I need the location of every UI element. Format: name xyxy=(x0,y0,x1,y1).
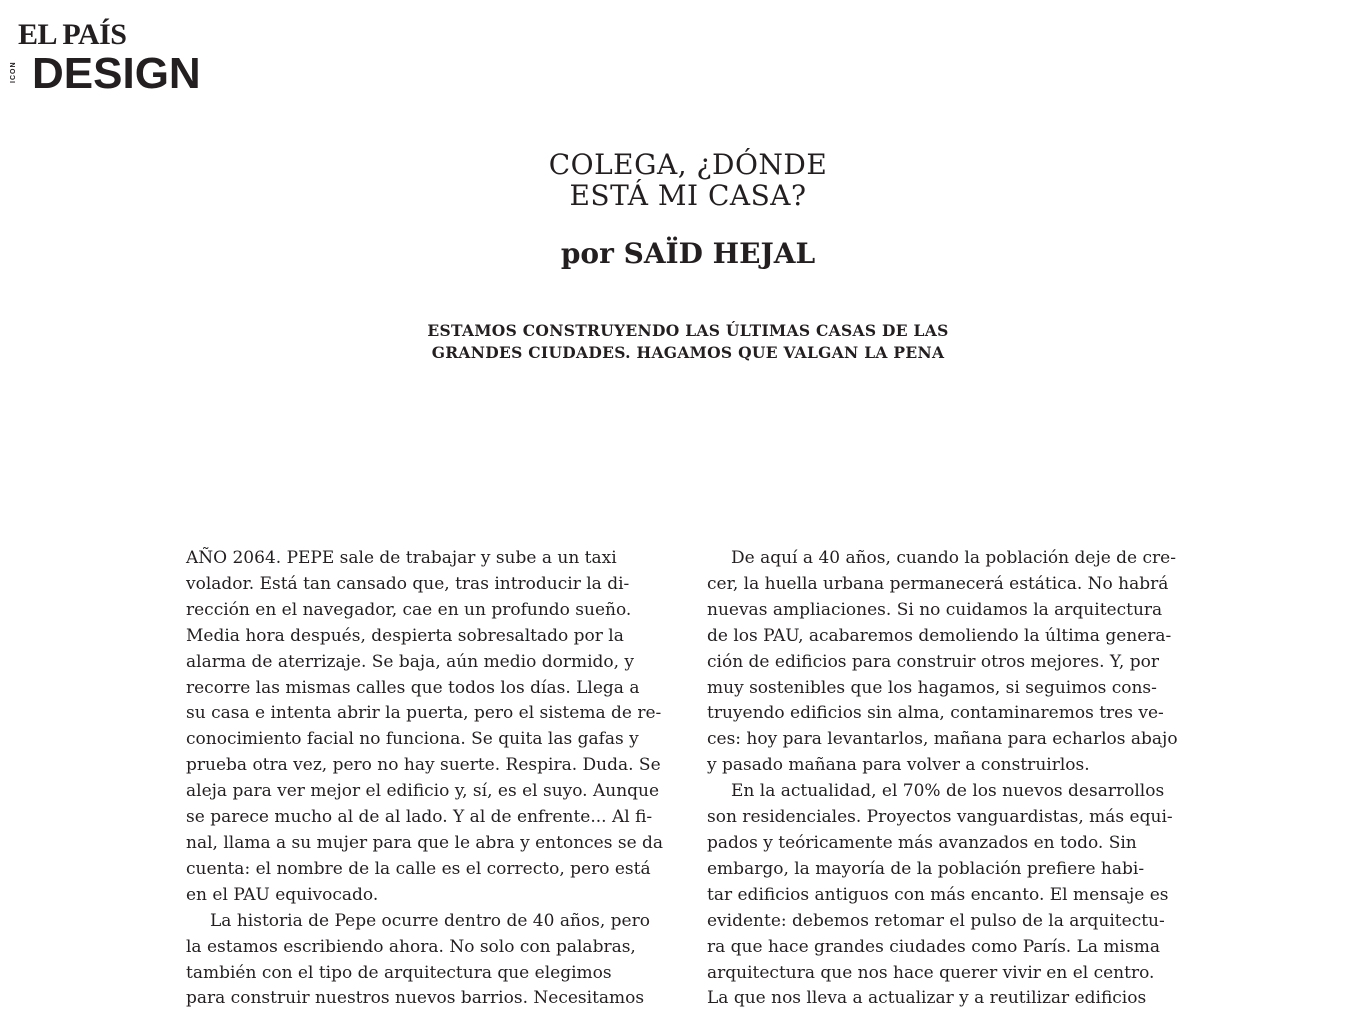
title-line: ESTÁ MI CASA? xyxy=(569,179,807,212)
title-line: COLEGA, ¿DÓNDE xyxy=(548,148,828,181)
body-line: ra que hace grandes ciudades como París. La misma xyxy=(707,936,1160,957)
subtitle-line: GRANDES CIUDADES. HAGAMOS QUE VALGAN LA PENA xyxy=(431,343,945,362)
publication-logo[interactable] xyxy=(10,18,218,98)
body-line: De aquí a 40 años, cuando la población deje de cre- xyxy=(731,548,1176,568)
body-line: y pasado mañana para volver a construirlos. xyxy=(707,755,1090,776)
body-line: aleja para ver mejor el edificio y, sí, es el suyo. Aunque xyxy=(186,781,660,802)
article-byline: por SAÏD HEJAL xyxy=(560,237,816,270)
body-line: recorre las mismas calles que todos los días. Llega a xyxy=(186,677,640,698)
article-subtitle xyxy=(0,320,1345,364)
article-title xyxy=(0,149,1345,211)
body-line: tar edificios antiguos con más encanto. El mensaje es xyxy=(707,884,1169,905)
subtitle-line: ESTAMOS CONSTRUYENDO LAS ÚLTIMAS CASAS DE LAS xyxy=(427,321,949,340)
body-line: arquitectura que nos hace querer vivir en el centro. xyxy=(707,962,1155,983)
body-line: En la actualidad, el 70% de los nuevos desarrollos xyxy=(731,781,1165,802)
body-line: La historia de Pepe ocurre dentro de 40 años, pero xyxy=(210,910,650,931)
body-line: conocimiento facial no funciona. Se quita las gafas y xyxy=(186,729,639,750)
body-line: nuevas ampliaciones. Si no cuidamos la arquitectura xyxy=(707,599,1163,620)
body-line: La que nos lleva a actualizar y a reutilizar edificios xyxy=(707,988,1147,1009)
section-prefix-icon-label: ICON xyxy=(10,61,17,83)
body-line: evidente: debemos retomar el pulso de la arquitectu- xyxy=(707,910,1165,931)
body-line: rección en el navegador, cae en un profundo sueño. xyxy=(186,599,632,620)
body-line: Media hora después, despierta sobresaltado por la xyxy=(186,625,624,646)
body-column-right xyxy=(707,546,1189,1012)
body-line: cuenta: el nombre de la calle es el correcto, pero está xyxy=(186,858,651,879)
body-line: embargo, la mayoría de la población prefiere habi- xyxy=(707,858,1145,879)
body-line: ción de edificios para construir otros mejores. Y, por xyxy=(707,651,1159,672)
body-line: nal, llama a su mujer para que le abra y entonces se da xyxy=(186,832,664,853)
masthead-el-pais: EL PAÍS xyxy=(18,18,127,51)
body-line: muy sostenibles que los hagamos, si seguimos cons- xyxy=(707,677,1157,698)
body-line: su casa e intenta abrir la puerta, pero el sistema de re- xyxy=(186,703,662,724)
body-line: también con el tipo de arquitectura que elegimos xyxy=(186,962,612,983)
body-line: se parece mucho al de al lado. Y al de enfrente... Al fi- xyxy=(186,807,653,828)
body-line: en el PAU equivocado. xyxy=(186,884,379,905)
section-name-design: DESIGN xyxy=(32,49,201,98)
body-line: alarma de aterrizaje. Se baja, aún medio dormido, y xyxy=(186,651,635,672)
body-line: truyendo edificios sin alma, contaminaremos tres ve- xyxy=(707,703,1164,724)
body-line: volador. Está tan cansado que, tras introducir la di- xyxy=(186,573,630,594)
body-column-left xyxy=(186,546,668,1012)
body-line: para construir nuestros nuevos barrios. Necesitamos xyxy=(186,988,645,1009)
body-line: prueba otra vez, pero no hay suerte. Respira. Duda. Se xyxy=(186,755,661,776)
body-line: cer, la huella urbana permanecerá estática. No habrá xyxy=(707,573,1169,594)
body-line: son residenciales. Proyectos vanguardistas, más equi- xyxy=(707,807,1173,828)
body-line: la estamos escribiendo ahora. No solo con palabras, xyxy=(186,936,636,957)
body-line: AÑO 2064. PEPE sale de trabajar y sube a un taxi xyxy=(186,548,617,568)
body-line: ces: hoy para levantarlos, mañana para echarlos abajo xyxy=(707,729,1178,750)
body-line: pados y teóricamente más avanzados en todo. Sin xyxy=(707,832,1137,853)
body-line: de los PAU, acabaremos demoliendo la última genera- xyxy=(707,625,1172,646)
